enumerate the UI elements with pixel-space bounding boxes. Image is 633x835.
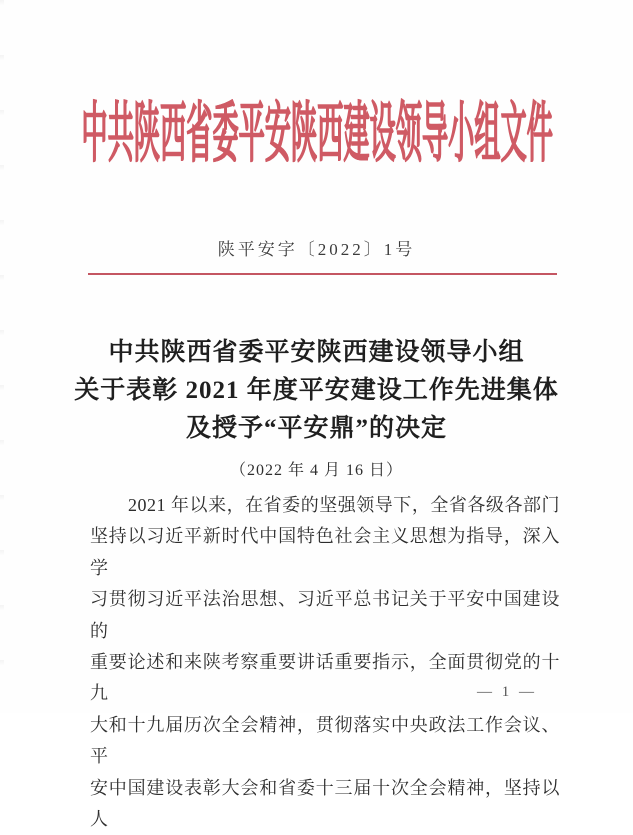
document-date: （2022 年 4 月 16 日）	[229, 462, 403, 479]
document-title	[0, 334, 633, 480]
body-line-4: 重要论述和来陕考察重要讲话重要指示，全面贯彻党的十九	[90, 652, 560, 704]
title-line-2: 关于表彰 2021 年度平安建设工作先进集体	[74, 377, 559, 404]
title-line-1: 中共陕西省委平安陕西建设领导小组	[108, 339, 525, 366]
body-line-2: 坚持以习近平新时代中国特色社会主义思想为指导，深入学	[90, 526, 560, 578]
body-line-5: 大和十九届历次全会精神，贯彻落实中央政法工作会议、平	[90, 714, 560, 767]
body-paragraph	[90, 490, 560, 835]
title-line-3: 及授予“平安鼎”的决定	[185, 415, 447, 442]
red-header-banner	[0, 96, 633, 171]
red-header-banner-text: 中共陕西省委平安陕西建设领导小组文件	[80, 96, 553, 171]
page-number: — 1 —	[477, 684, 537, 700]
body-line-3: 习贯彻习近平法治思想、习近平总书记关于平安中国建设的	[90, 589, 560, 641]
body-line-1: 2021 年以来，在省委的坚强领导下，全省各级各部门	[128, 495, 560, 515]
red-divider-line	[88, 273, 557, 275]
document-number: 陕平安字〔2022〕1号	[217, 240, 416, 259]
body-line-6: 安中国建设表彰大会和省委十三届十次全会精神，坚持以人	[90, 777, 560, 830]
